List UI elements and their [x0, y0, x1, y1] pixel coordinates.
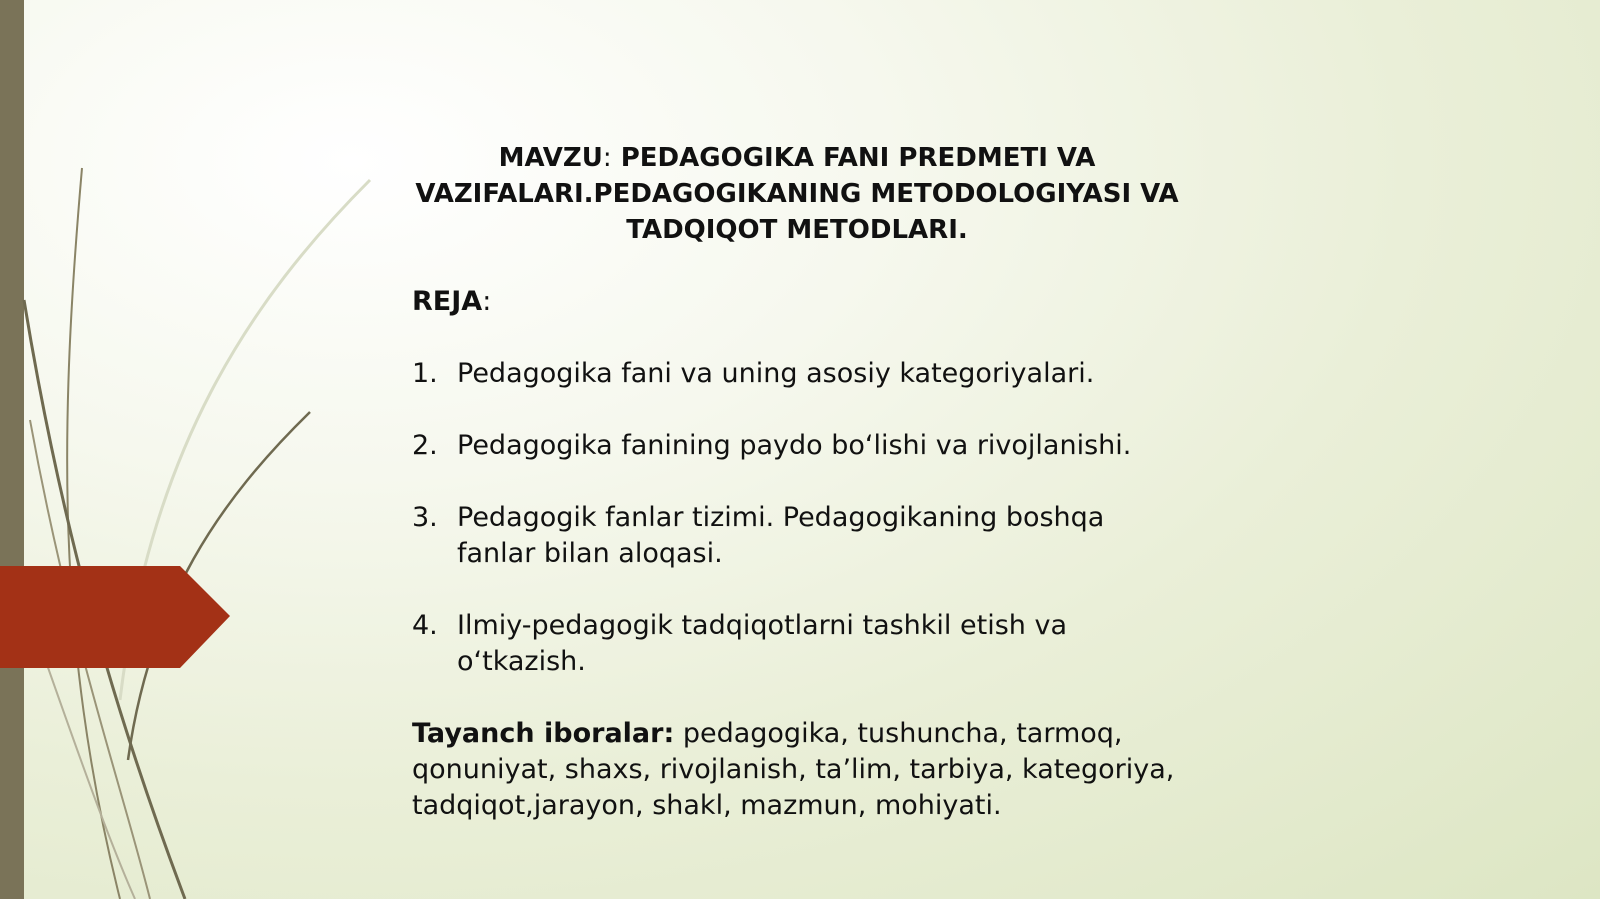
plan-item-text: Pedagogika fani va uning asosiy kategoriyalari.	[457, 358, 1095, 389]
plan-colon: :	[482, 286, 492, 317]
plan-item	[412, 356, 1202, 392]
plan-item-number: 3.	[412, 502, 438, 533]
keywords-label: Tayanch iboralar:	[412, 718, 675, 749]
plan-item-text: Pedagogik fanlar tizimi. Pedagogikaning boshqa fanlar bilan aloqasi.	[457, 502, 1105, 569]
plan-item	[412, 608, 1202, 680]
plan-label: REJA	[412, 286, 483, 317]
plan-item-number: 1.	[412, 358, 438, 389]
red-arrow-banner	[0, 566, 230, 670]
plan-item-number: 4.	[412, 610, 438, 641]
plan-list	[412, 356, 1202, 680]
plan-item	[412, 428, 1202, 464]
plan-item-number: 2.	[412, 430, 438, 461]
plan-item-text: Pedagogika fanining paydo bo‘lishi va rivojlanishi.	[457, 430, 1132, 461]
plan-heading	[412, 284, 1202, 320]
title-text: PEDAGOGIKA FANI PREDMETI VA VAZIFALARI.PEDAGOGIKANING METODOLOGIYASI VA TADQIQOT METODLARI.	[415, 143, 1179, 245]
keywords-paragraph	[412, 716, 1202, 824]
plan-item	[412, 500, 1202, 572]
decorative-swirls	[0, 0, 420, 899]
slide-title	[412, 140, 1182, 248]
plan-item-text: Ilmiy-pedagogik tadqiqotlarni tashkil etish va o‘tkazish.	[457, 610, 1068, 677]
title-colon: :	[602, 143, 612, 173]
keywords-text: pedagogika, tushuncha, tarmoq, qonuniyat, shaxs, rivojlanish, ta’lim, tarbiya, kategoriya, tadqiqot,jarayon, shakl, mazmun, mohiyati.	[412, 718, 1175, 821]
title-prefix: MAVZU	[498, 143, 603, 173]
slide-content	[412, 140, 1202, 824]
